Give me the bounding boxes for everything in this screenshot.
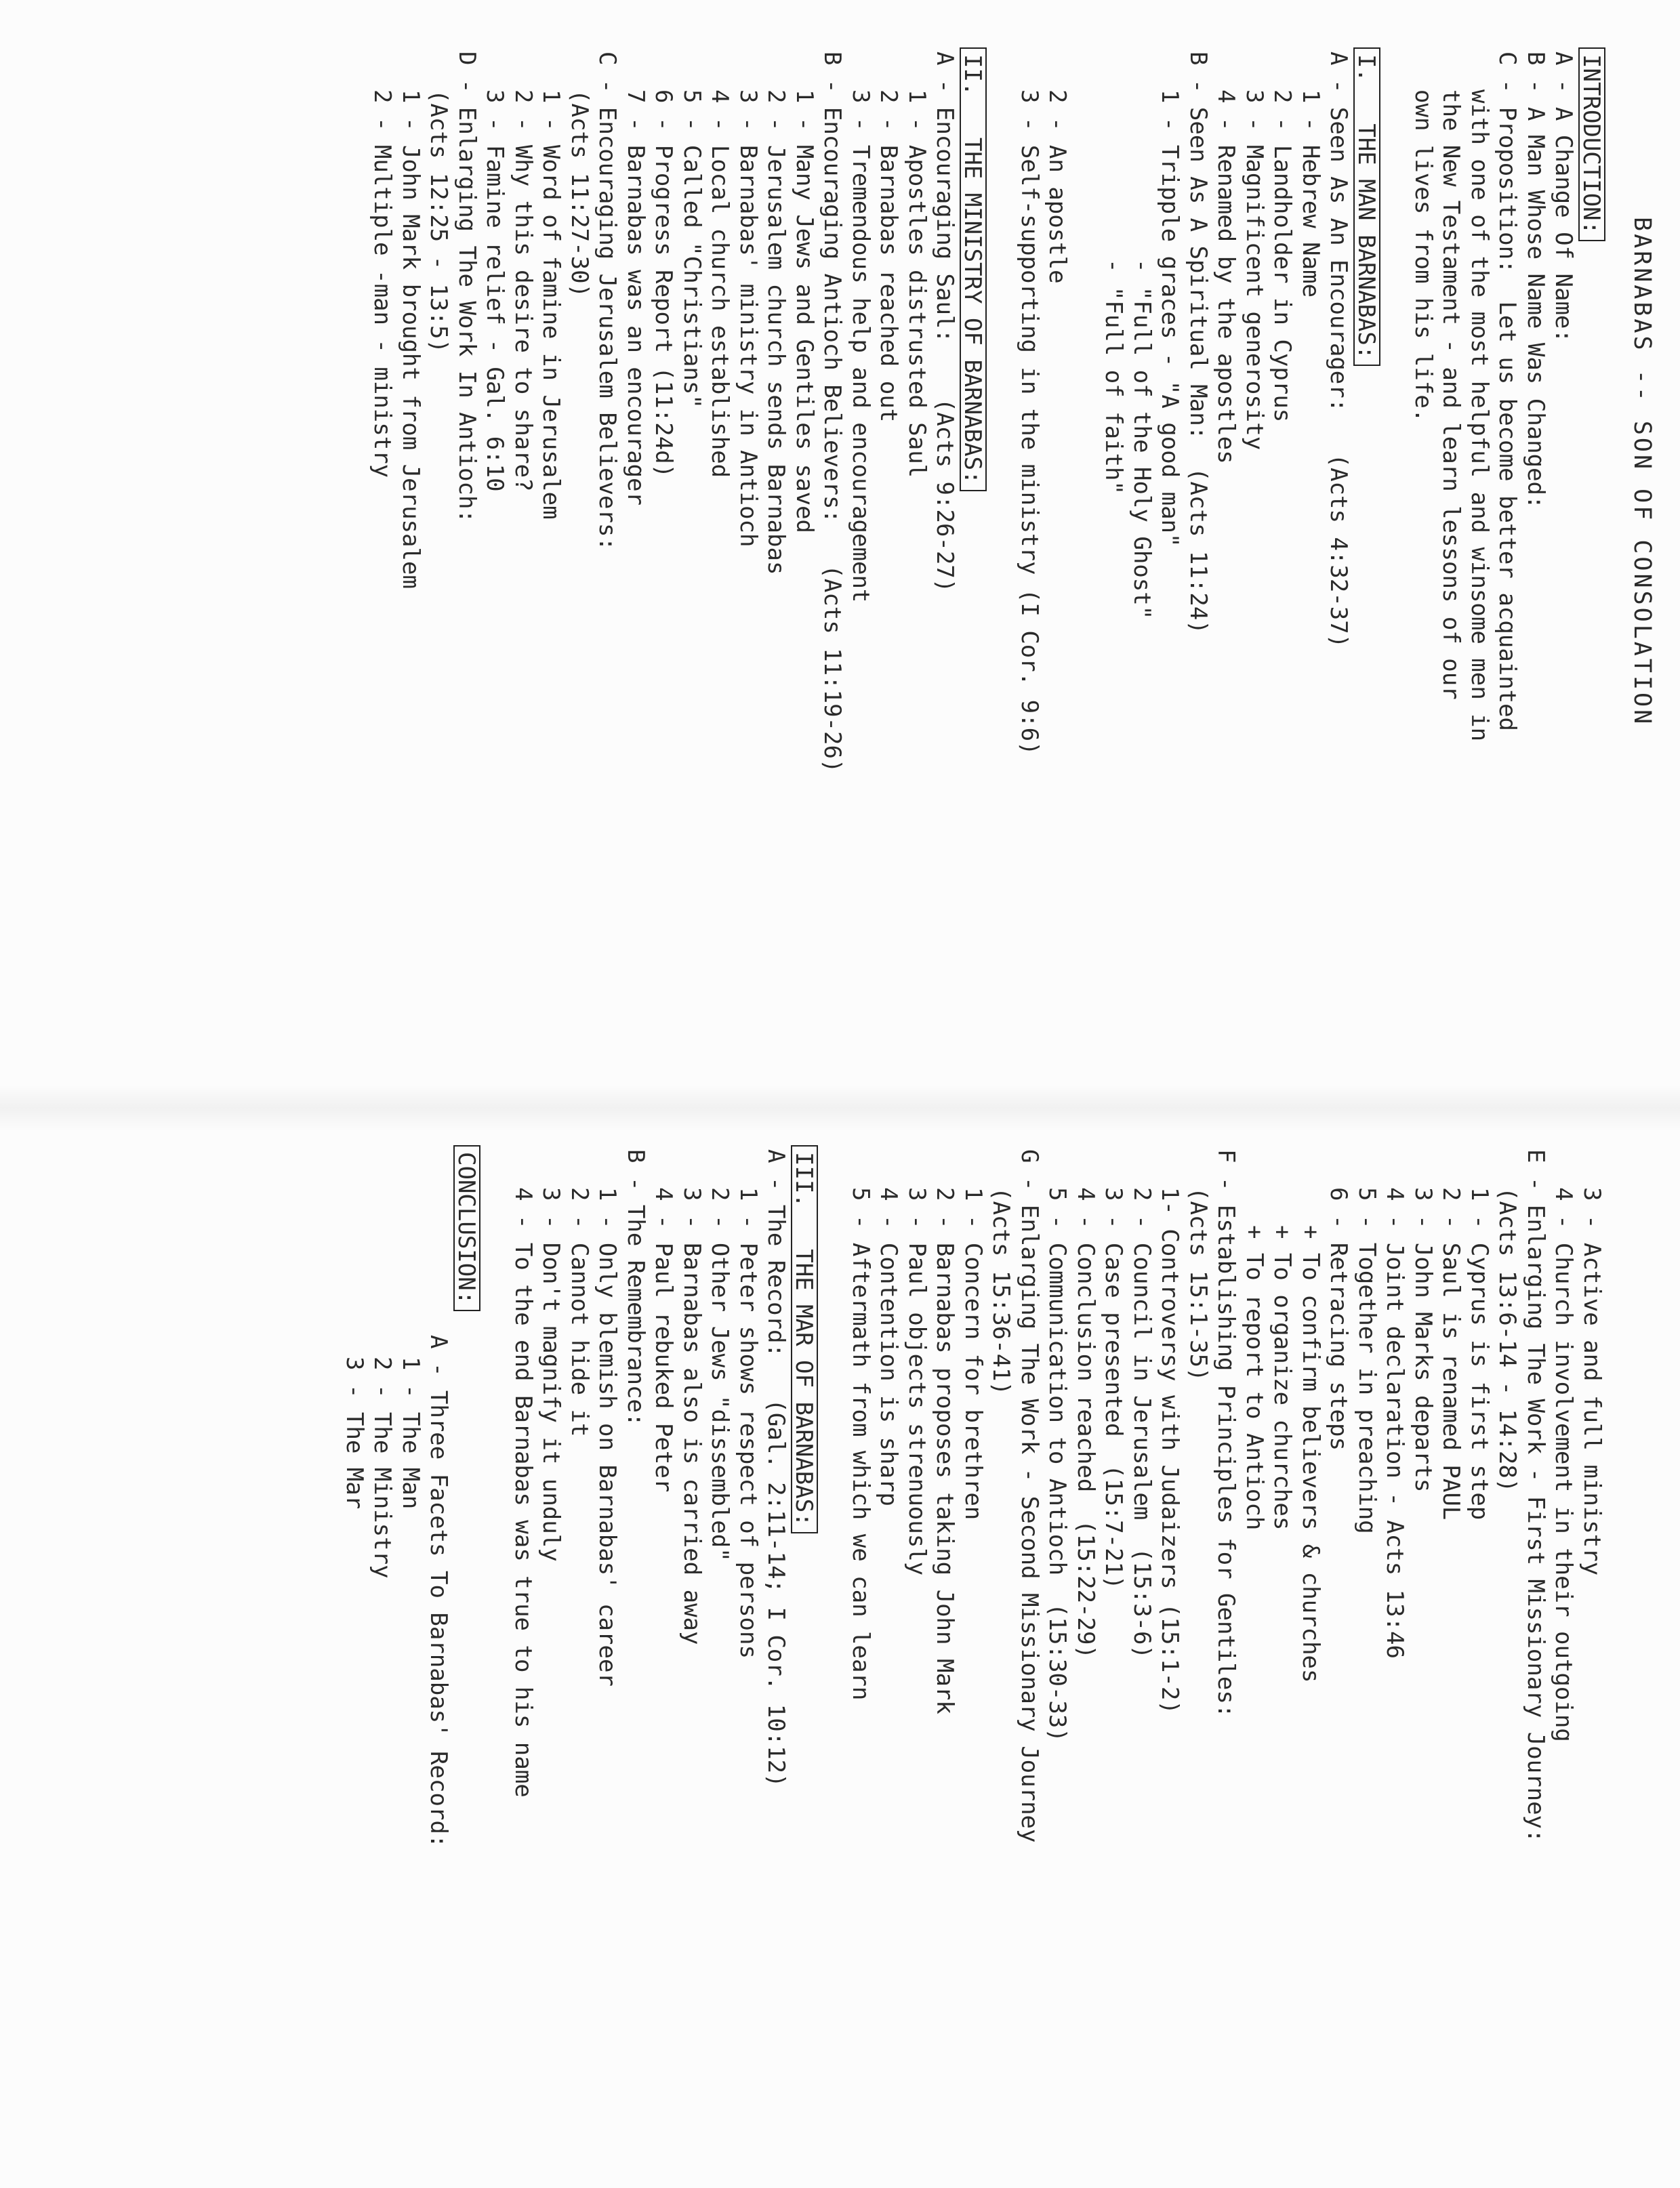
- outline-line: 1 - Word of famine in Jerusalem: [537, 89, 565, 520]
- section-heading: [1353, 47, 1381, 1050]
- spacer: [1071, 47, 1100, 1050]
- outline-line: B - The Remembrance:: [622, 1149, 649, 1427]
- outline-line: 4 - Contention is sharp: [875, 1187, 903, 1506]
- outline-line: 4 - Joint declaration - Acts 13:46: [1381, 1187, 1409, 1659]
- outline-line: 4 - Local church established: [706, 89, 734, 478]
- outline-line: 1 - Concern for brethren: [960, 1187, 987, 1521]
- page-fold: [0, 1084, 1680, 1132]
- outline-line: 3 - Famine relief - Gal. 6:10: [481, 89, 509, 492]
- section-heading: [1578, 47, 1606, 1050]
- outline-line: 2 - Barnabas reached out: [875, 89, 903, 423]
- outline-line: 3 - Magnificent generosity: [1241, 89, 1268, 451]
- outline-right-column: [340, 1145, 1606, 2168]
- outline-line: C - Proposition: Let us become better acquainted: [1494, 51, 1521, 732]
- outline-line: 2 - Jerusalem church sends Barnabas: [762, 89, 790, 575]
- outline-line: F - Establishing Principles for Gentiles:: [1212, 1149, 1240, 1718]
- outline-line: 4 - Church involvement in their outgoing: [1550, 1187, 1578, 1742]
- outline-line: 2 - Landholder in Cyprus: [1269, 89, 1296, 423]
- outline-line: E - Enlarging The Work - First Missionary Journey:: [1522, 1149, 1549, 1843]
- outline-line: 5 - Called "Christians": [678, 89, 705, 409]
- outline-line: B - Seen As A Spiritual Man: (Acts 11:24): [1185, 51, 1212, 634]
- section-heading: [959, 47, 987, 1050]
- section-heading-label: II. THE MINISTRY OF BARNABAS:: [960, 47, 987, 491]
- outline-line: (Acts 13:6-14 - 14:28): [1494, 1187, 1521, 1493]
- outline-line: 2 - Cannot hide it: [566, 1187, 593, 1437]
- outline-line: 2 - Other Jews "dissembled": [706, 1187, 734, 1562]
- outline-line: 3 - Active and full ministry: [1578, 1187, 1605, 1576]
- outline-line: 2 - An apostle: [1044, 89, 1071, 284]
- outline-line: 5 - Together in preaching: [1353, 1187, 1380, 1534]
- section-heading-label: I. THE MAN BARNABAS:: [1353, 47, 1380, 366]
- outline-line: 2 - Multiple -man - ministry: [369, 89, 396, 478]
- outline-line: 3 - The Mar: [341, 1357, 368, 1510]
- outline-line: 2 - The Ministry: [369, 1357, 396, 1579]
- spacer: [480, 1145, 509, 2168]
- spacer: [987, 47, 1015, 1050]
- outline-line: - "Full of the Holy Ghost": [1128, 259, 1155, 620]
- outline-line: A - Seen As An Encourager: (Acts 4:32-37): [1325, 51, 1353, 648]
- outline-line: 1- Controversy with Judaizers (15:1-2): [1156, 1187, 1184, 1714]
- outline-line: 6 - Progress Report (11:24d): [650, 89, 678, 478]
- outline-line: with one of the most helpful and winsome men in: [1466, 89, 1493, 742]
- outline-line: (Acts 15:36-41): [987, 1187, 1015, 1396]
- outline-line: 1 - The Man: [397, 1357, 424, 1510]
- outline-line: 3 - Paul objects strenuously: [903, 1187, 930, 1576]
- outline-line: + To report to Antioch: [1241, 1225, 1268, 1531]
- outline-line: (Acts 15:1-35): [1185, 1187, 1212, 1382]
- spacer: [1380, 47, 1409, 1050]
- outline-line: 4 - To the end Barnabas was true to his name: [510, 1187, 537, 1798]
- outline-line: B - A Man Whose Name Was Changed:: [1522, 51, 1549, 510]
- outline-line: 2 - Why this desire to share?: [510, 89, 537, 492]
- outline-line: + To confirm believers & churches: [1297, 1225, 1324, 1683]
- outline-line: 4 - Paul rebuked Peter: [650, 1187, 678, 1493]
- outline-line: 4 - Conclusion reached (15:22-29): [1072, 1187, 1099, 1659]
- outline-left-column: [368, 47, 1605, 1050]
- outline-line: 3 - Case presented (15:7-21): [1100, 1187, 1128, 1590]
- document-title: BARNABAS -- SON OF CONSOLATION: [1628, 217, 1656, 727]
- outline-line: 3 - Self-supporting in the ministry (I Cor. 9:6): [1016, 89, 1043, 756]
- outline-line: G - Enlarging The Work - Second Missionary Journey: [1016, 1149, 1043, 1843]
- outline-line: 2 - Barnabas proposes taking John Mark: [931, 1187, 959, 1714]
- outline-line: 4 - Renamed by the apostles: [1212, 89, 1240, 464]
- outline-line: 2 - Council in Jerusalem (15:3-6): [1128, 1187, 1155, 1659]
- outline-line: (Acts 12:25 - 13:5): [425, 89, 453, 353]
- outline-line: A - Encouraging Saul: (Acts 9:26-27): [931, 51, 959, 593]
- outline-line: 1 - John Mark brought from Jerusalem: [397, 89, 424, 589]
- outline-line: 1 - Peter shows respect of persons: [735, 1187, 762, 1659]
- outline-line: 3 - John Marks departs: [1410, 1187, 1437, 1493]
- outline-line: own lives from his life.: [1410, 89, 1437, 423]
- outline-line: + To organize churches: [1269, 1225, 1296, 1531]
- outline-line: 1 - Hebrew Name: [1297, 89, 1324, 298]
- outline-line: B - Encouraging Antioch Believers: (Acts 11:19-26): [819, 51, 846, 773]
- outline-line: (Acts 11:27-30): [566, 89, 593, 298]
- outline-line: A - A Change Of Name:: [1550, 51, 1578, 343]
- outline-line: 1 - Only blemish on Barnabas' career: [594, 1187, 621, 1687]
- section-heading: [453, 1145, 481, 2168]
- section-heading-label: III. THE MAR OF BARNABAS:: [791, 1145, 818, 1533]
- outline-line: 7 - Barnabas was an encourager: [622, 89, 649, 506]
- outline-line: 1 - Apostles distrusted Saul: [903, 89, 930, 478]
- outline-line: D - Enlarging The Work In Antioch:: [453, 51, 480, 523]
- outline-line: 2 - Saul is renamed PAUL: [1437, 1187, 1465, 1521]
- outline-line: 5 - Aftermath from which we can learn: [847, 1187, 874, 1701]
- outline-line: A - The Record: (Gal. 2:11-14; I Cor. 10:12): [762, 1149, 790, 1788]
- outline-line: 3 - Tremendous help and encouragement: [847, 89, 874, 603]
- outline-line: C - Encouraging Jerusalem Believers:: [594, 51, 621, 551]
- outline-line: 6 - Retracing steps: [1325, 1187, 1353, 1451]
- outline-line: A - Three Facets To Barnabas' Record:: [425, 1335, 453, 1849]
- section-heading-label: INTRODUCTION:: [1578, 47, 1605, 241]
- section-heading: [790, 1145, 819, 2168]
- outline-line: the New Testament - and learn lessons of our: [1437, 89, 1465, 700]
- spacer: [818, 1145, 846, 2168]
- outline-line: - "Full of faith": [1100, 259, 1128, 495]
- outline-line: 1 - Many Jews and Gentiles saved: [791, 89, 818, 534]
- outline-line: 5 - Communication to Antioch (15:30-33): [1044, 1187, 1071, 1742]
- section-heading-label: CONCLUSION:: [453, 1145, 480, 1311]
- outline-line: 1 - Cyprus is first step: [1466, 1187, 1493, 1521]
- outline-line: 3 - Don't magnify it unduly: [537, 1187, 565, 1562]
- outline-line: 1 - Tripple graces - "A good man": [1156, 89, 1184, 548]
- outline-line: 3 - Barnabas also is carried away: [678, 1187, 705, 1645]
- outline-line: 3 - Barnabas' ministry in Antioch: [735, 89, 762, 548]
